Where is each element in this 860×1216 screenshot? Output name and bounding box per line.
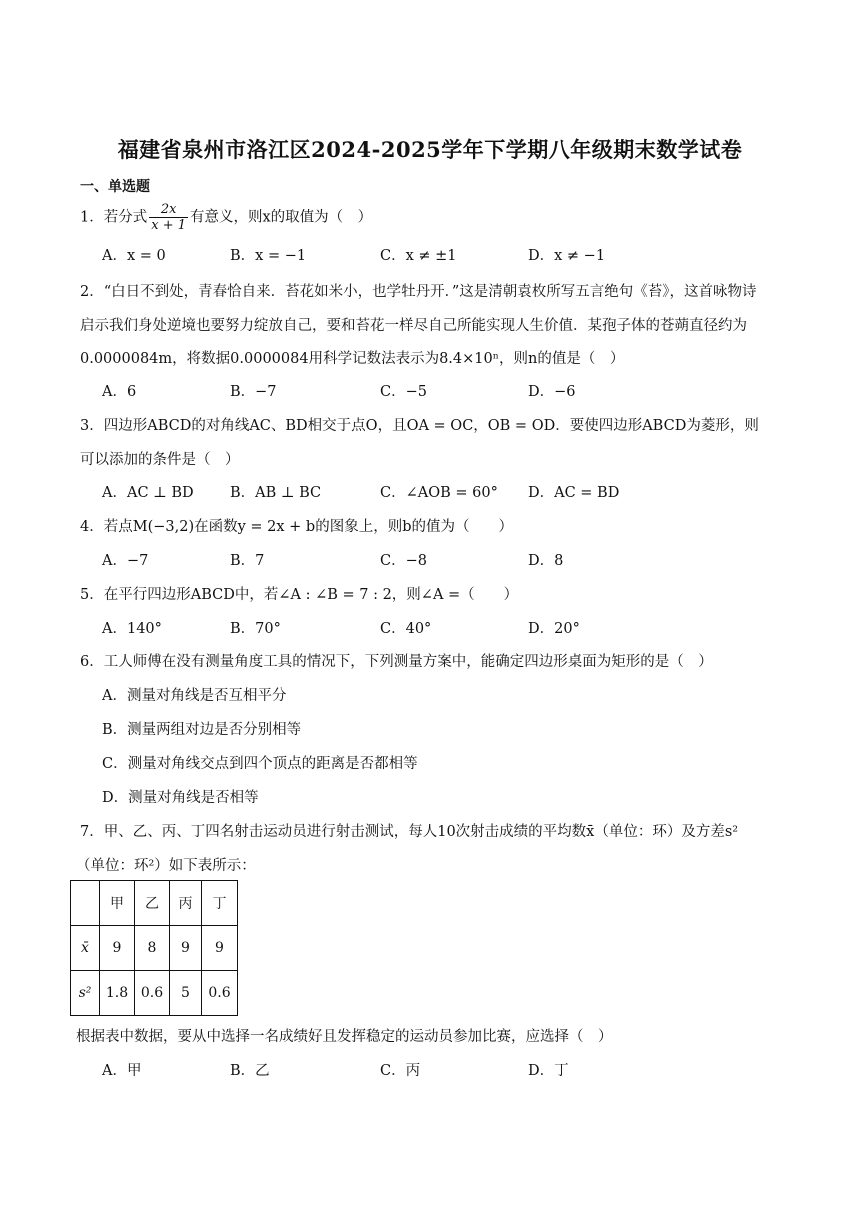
question-1 bbox=[80, 202, 372, 233]
q7-option-c: C．丙 bbox=[380, 1063, 421, 1079]
table-cell: 9 bbox=[170, 926, 202, 971]
q5-option-c: C．40° bbox=[380, 621, 432, 637]
table-cell: 8 bbox=[135, 926, 170, 971]
score-table bbox=[70, 880, 238, 1016]
q1-suffix: 有意义，则x的取值为（ ） bbox=[190, 209, 373, 226]
q4-option-a: A．−7 bbox=[102, 553, 149, 569]
q1-fraction-numerator: 2x bbox=[149, 202, 188, 218]
q7-line-3: 根据表中数据，要从中选择一名成绩好且发挥稳定的运动员参加比赛，应选择（ ） bbox=[76, 1029, 613, 1045]
q7-option-b: B．乙 bbox=[230, 1063, 270, 1079]
table-row bbox=[71, 926, 238, 971]
q6-option-a: A．测量对角线是否互相平分 bbox=[102, 688, 287, 704]
table-cell: 5 bbox=[170, 971, 202, 1016]
q1-option-d: D．x ≠ −1 bbox=[528, 248, 606, 264]
q3-line-1: 3．四边形ABCD的对角线AC、BD相交于点O，且OA = OC，OB = OD．要使四边形ABCD为菱形，则 bbox=[80, 418, 759, 434]
q7-line-2: （单位：环²）如下表所示： bbox=[76, 858, 256, 874]
q1-prefix: 1．若分式 bbox=[80, 209, 148, 226]
table-cell: 1.8 bbox=[100, 971, 135, 1016]
q4-option-d: D．8 bbox=[528, 553, 564, 569]
q7-option-d: D．丁 bbox=[528, 1063, 569, 1079]
q3-option-c: C．∠AOB = 60° bbox=[380, 485, 498, 501]
q6-option-d: D．测量对角线是否相等 bbox=[102, 790, 259, 806]
q3-line-2: 可以添加的条件是（ ） bbox=[80, 452, 240, 468]
table-header-cell: 丙 bbox=[170, 881, 202, 926]
q2-option-c: C．−5 bbox=[380, 384, 427, 400]
q2-line-3: 0.0000084m，将数据0.0000084用科学记数法表示为8.4×10ⁿ，则n的值是（ ） bbox=[80, 351, 625, 367]
q7-line-1: 7．甲、乙、丙、丁四名射击运动员进行射击测试，每人10次射击成绩的平均数x̄（单位：环）及方差s² bbox=[80, 824, 739, 840]
table-header-cell bbox=[71, 881, 100, 926]
table-header-row bbox=[71, 881, 238, 926]
q1-option-b: B．x = −1 bbox=[230, 248, 307, 264]
q4-option-b: B．7 bbox=[230, 553, 265, 569]
q2-option-a: A．6 bbox=[102, 384, 137, 400]
table-row-label: s² bbox=[71, 971, 100, 1016]
table-cell: 0.6 bbox=[135, 971, 170, 1016]
table-header-cell: 丁 bbox=[202, 881, 238, 926]
q2-line-1: 2．“白日不到处，青春恰自来．苔花如米小，也学牡丹开．”这是清朝袁枚所写五言绝句《苔》，这首咏物诗 bbox=[80, 284, 757, 300]
q1-option-c: C．x ≠ ±1 bbox=[380, 248, 457, 264]
table-row-label: x̄ bbox=[71, 926, 100, 971]
q6-option-c: C．测量对角线交点到四个顶点的距离是否都相等 bbox=[102, 756, 418, 772]
q5-line-1: 5．在平行四边形ABCD中，若∠A : ∠B = 7 : 2，则∠A =（ ） bbox=[80, 587, 519, 603]
q7-option-a: A．甲 bbox=[102, 1063, 142, 1079]
q3-option-d: D．AC = BD bbox=[528, 485, 620, 501]
q3-option-b: B．AB ⊥ BC bbox=[230, 485, 322, 501]
q2-option-d: D．−6 bbox=[528, 384, 576, 400]
q5-option-b: B．70° bbox=[230, 621, 281, 637]
table-row bbox=[71, 971, 238, 1016]
q4-line-1: 4．若点M(−3,2)在函数y = 2x + b的图象上，则b的值为（ ） bbox=[80, 519, 513, 535]
q2-line-2: 启示我们身处逆境也要努力绽放自己，要和苔花一样尽自己所能实现人生价值．某孢子体的苍蒴直径约为 bbox=[80, 318, 747, 334]
page-title: 福建省泉州市洛江区2024-2025学年下学期八年级期末数学试卷 bbox=[117, 137, 743, 162]
table-cell: 9 bbox=[202, 926, 238, 971]
q5-option-d: D．20° bbox=[528, 621, 580, 637]
q4-option-c: C．−8 bbox=[380, 553, 427, 569]
table-header-cell: 乙 bbox=[135, 881, 170, 926]
table-header-cell: 甲 bbox=[100, 881, 135, 926]
q3-option-a: A．AC ⊥ BD bbox=[102, 485, 194, 501]
q1-fraction-denominator: x + 1 bbox=[151, 218, 186, 233]
q5-option-a: A．140° bbox=[102, 621, 162, 637]
table-cell: 9 bbox=[100, 926, 135, 971]
section-heading: 一、单选题 bbox=[80, 179, 150, 195]
q1-option-a: A．x = 0 bbox=[102, 248, 166, 264]
q1-fraction bbox=[149, 202, 188, 233]
q6-line-1: 6．工人师傅在没有测量角度工具的情况下，下列测量方案中，能确定四边形桌面为矩形的是（ ） bbox=[80, 654, 713, 670]
table-cell: 0.6 bbox=[202, 971, 238, 1016]
q2-option-b: B．−7 bbox=[230, 384, 277, 400]
q6-option-b: B．测量两组对边是否分别相等 bbox=[102, 722, 302, 738]
